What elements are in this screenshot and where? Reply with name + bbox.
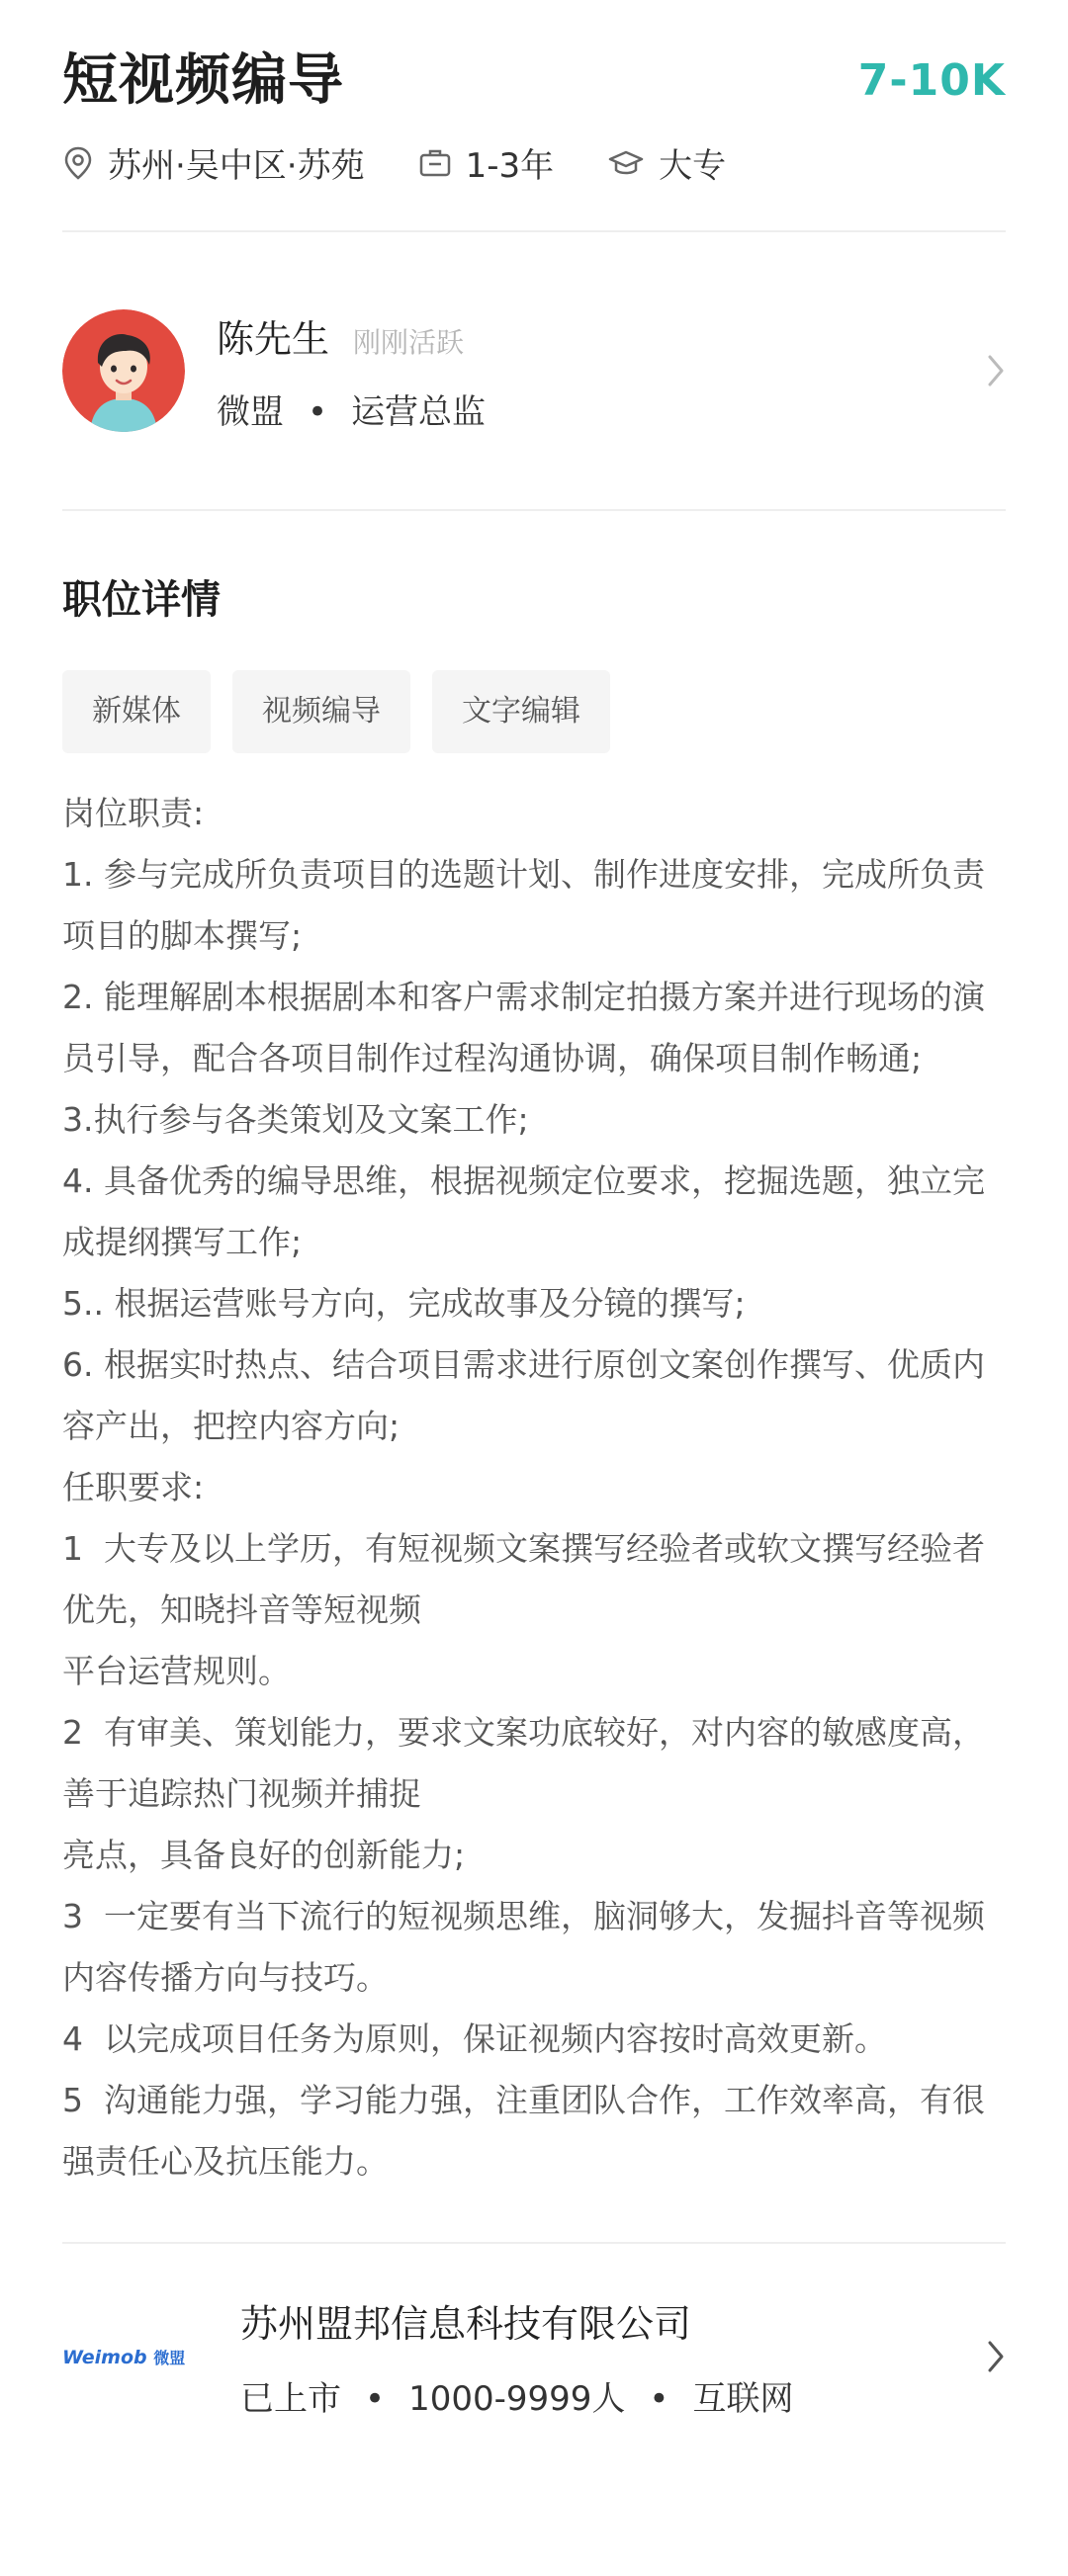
company-info	[240, 2293, 793, 2420]
logo-text: Weimob	[62, 2346, 147, 2368]
company-industry: 互联网	[692, 2379, 794, 2419]
company-card[interactable]	[62, 2244, 1006, 2469]
recruiter-info	[217, 308, 486, 433]
separator-dot: •	[308, 392, 328, 432]
description-line: 4. 具备优秀的编导思维，根据视频定位要求，挖掘选题，独立完成提纲撰写工作;	[62, 1161, 985, 1261]
recruiter-position: 运营总监	[351, 392, 487, 432]
description-line: 1. 参与完成所负责项目的选题计划、制作进度安排，完成所负责项目的脚本撰写;	[62, 855, 985, 955]
company-name: 苏州盟邦信息科技有限公司	[240, 2302, 692, 2346]
education-text: 大专	[659, 146, 727, 186]
description-line: 平台运营规则。	[62, 1652, 291, 1690]
chevron-right-icon[interactable]	[986, 2339, 1006, 2374]
location-text: 苏州·吴中区·苏苑	[108, 146, 365, 186]
divider	[62, 509, 1006, 511]
company-size: 1000-9999人	[408, 2379, 626, 2419]
description-line: 6. 根据实时热点、结合项目需求进行原创文案创作撰写、优质内容产出，把控内容方向;	[62, 1345, 985, 1445]
location-pin-icon	[62, 145, 94, 181]
company-logo	[62, 2346, 211, 2368]
description-line: 亮点，具备良好的创新能力;	[62, 1836, 466, 1874]
tag-item[interactable]: 文字编辑	[432, 670, 610, 753]
job-title: 短视频编导	[62, 48, 344, 113]
description-line: 1 大专及以上学历，有短视频文案撰写经验者或软文撰写经验者优先，知晓抖音等短视频	[62, 1529, 985, 1629]
logo-cn: 微盟	[153, 2348, 186, 2367]
description-line: 2. 能理解剧本根据剧本和客户需求制定拍摄方案并进行现场的演员引导，配合各项目制作过程沟通协调，确保项目制作畅通;	[62, 978, 985, 1077]
company-meta	[240, 2371, 793, 2420]
description-line: 5.. 根据运营账号方向，完成故事及分镜的撰写;	[62, 1284, 746, 1323]
description-line: 任职要求:	[62, 1468, 205, 1506]
graduation-cap-icon	[607, 147, 645, 179]
job-header	[62, 0, 1006, 117]
tag-item[interactable]: 视频编导	[232, 670, 410, 753]
description-line: 4 以完成项目任务为原则，保证视频内容按时高效更新。	[62, 2019, 887, 2058]
recruiter-avatar	[62, 309, 185, 432]
recruiter-card[interactable]	[62, 232, 1006, 509]
chevron-right-icon[interactable]	[986, 353, 1006, 388]
description-line: 3 一定要有当下流行的短视频思维，脑洞够大，发掘抖音等视频内容传播方向与技巧。	[62, 1897, 985, 1997]
recruiter-company: 微盟	[217, 392, 284, 432]
section-title-job-details: 职位详情	[62, 577, 221, 623]
job-meta	[62, 138, 1006, 187]
recruiter-name: 陈先生	[217, 317, 330, 361]
recruiter-company-row	[217, 385, 486, 433]
education-item	[607, 138, 726, 187]
salary: 7-10K	[857, 55, 1006, 106]
briefcase-icon	[418, 147, 452, 179]
description-line: 岗位职责:	[62, 794, 205, 832]
skill-tags	[62, 670, 1006, 753]
tag-item[interactable]: 新媒体	[62, 670, 211, 753]
job-description	[62, 783, 1006, 2192]
recruiter-status: 刚刚活跃	[353, 326, 465, 359]
separator-dot: •	[649, 2379, 669, 2419]
separator-dot: •	[365, 2379, 386, 2419]
description-line: 3.执行参与各类策划及文案工作;	[62, 1100, 529, 1139]
location-item	[62, 138, 365, 187]
experience-text: 1-3年	[465, 146, 555, 186]
company-stage: 已上市	[240, 2379, 341, 2419]
description-line: 5 沟通能力强，学习能力强，注重团队合作，工作效率高，有很强责任心及抗压能力。	[62, 2081, 985, 2181]
description-line: 2 有审美、策划能力，要求文案功底较好，对内容的敏感度高，善于追踪热门视频并捕捉	[62, 1713, 985, 1813]
experience-item	[418, 138, 555, 187]
